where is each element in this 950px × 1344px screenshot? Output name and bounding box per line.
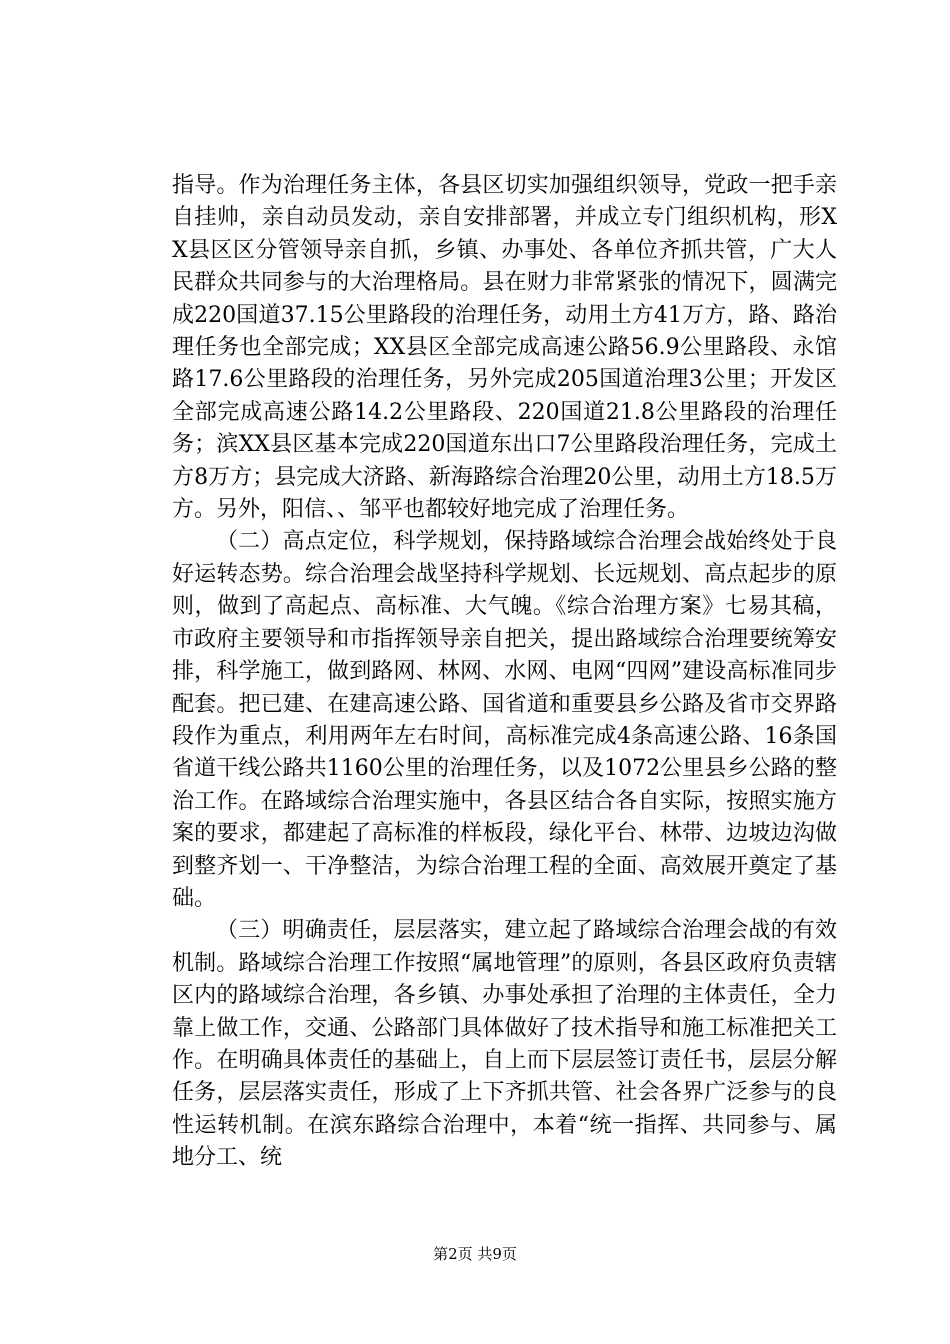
paragraph-continuation: 指导。作为治理任务主体，各县区切实加强组织领导，党政一把手亲自挂帅，亲自动员发动，亲自安排部署，并成立专门组织机构，形XX县区区分管领导亲自抓，乡镇、办事处、各单位齐抓共管，广大人民群众共同参与的大治理格局。县在财力非常紧张的情况下，圆满完成220国道37.15公里路段的治理任务，动用土方41万方，路、路治理任务也全部完成；XX县区全部完成高速公路56.9公里路段、永馆路17.6公里路段的治理任务，另外完成205国道治理3公里；开发区全部完成高速公路14.2公里路段、220国道21.8公里路段的治理任务；滨XX县区基本完成220国道东出口7公里路段治理任务，完成土方8万方；县完成大济路、新海路综合治理20公里，动用土方18.5万方。另外，阳信、、邹平也都较好地完成了治理任务。 bbox=[172, 173, 837, 523]
page-number-footer: 第2页 共9页 bbox=[433, 1245, 517, 1263]
document-body bbox=[172, 170, 837, 1175]
paragraph-section-three: （三）明确责任，层层落实，建立起了路域综合治理会战的有效机制。路域综合治理工作按照“属地管理”的原则，各县区政府负责辖区内的路域综合治理，各乡镇、办事处承担了治理的主体责任，全力靠上做工作，交通、公路部门具体做好了技术指导和施工标准把关工作。在明确具体责任的基础上，自上而下层层签订责任书，层层分解任务，层层落实责任，形成了上下齐抓共管、社会各界广泛参与的良性运转机制。在滨东路综合治理中，本着“统一指挥、共同参与、属地分工、统 bbox=[172, 918, 837, 1171]
paragraph-section-two: （二）高点定位，科学规划，保持路域综合治理会战始终处于良好运转态势。综合治理会战坚持科学规划、长远规划、高点起步的原则，做到了高起点、高标准、大气魄。《综合治理方案》七易其稿，市政府主要领导和市指挥领导亲自把关，提出路域综合治理要统筹安排，科学施工，做到路网、林网、水网、电网“四网”建设高标准同步配套。把已建、在建高速公路、国省道和重要县乡公路及省市交界路段作为重点，利用两年左右时间，高标准完成4条高速公路、16条国省道干线公路共1160公里的治理任务，以及1072公里县乡公路的整治工作。在路域综合治理实施中，各县区结合各自实际，按照实施方案的要求，都建起了高标准的样板段，绿化平台、林带、边坡边沟做到整齐划一、干净整洁，为综合治理工程的全面、高效展开奠定了基础。 bbox=[172, 529, 837, 911]
